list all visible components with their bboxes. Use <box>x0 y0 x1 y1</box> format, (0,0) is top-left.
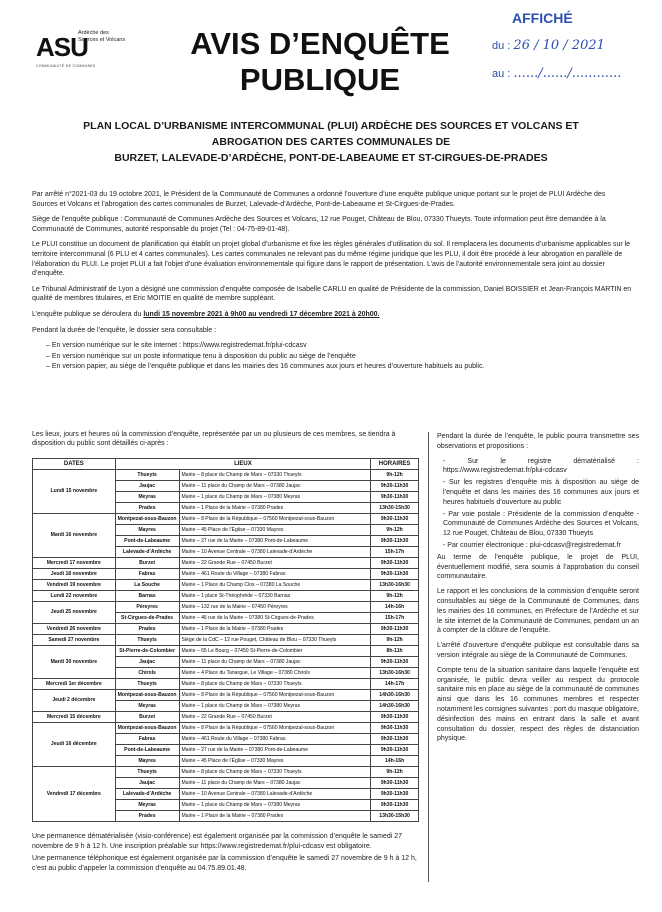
address-cell: Mairie – 461 Route du Village – 07380 Fabras <box>179 734 371 745</box>
commune-cell: Burzet <box>115 712 179 723</box>
address-cell: Mairie – 46 rue de la Mairie – 07380 St-Cirgues-de-Prades <box>179 613 371 624</box>
date-cell: Jeudi 2 décembre <box>33 690 116 712</box>
stamp-label: AFFICHÉ <box>512 10 573 26</box>
paragraph-observations: Pendant la durée de l’enquête, le public pourra transmettre ses observations et propositions : <box>437 433 639 450</box>
stamp-au-line <box>492 66 621 81</box>
stamp-au-value: ....../....../............ <box>513 66 622 81</box>
commune-cell: Lalevade-d’Ardèche <box>115 547 179 558</box>
commune-cell: Fabras <box>115 734 179 745</box>
commune-cell: Thueyts <box>115 767 179 778</box>
commune-cell: Meyras <box>115 492 179 503</box>
paragraph-dates <box>32 310 632 320</box>
paragraph-plui: Le PLUI constitue un document de planification qui établit un projet global d’urbanisme et fixe les règles générales d’utilisation du sol. Il remplacera les documents d’urbanisme applicables sur le territoire intercommunal (6 PLU et 4 cartes communales). Les cartes communales ne relevant pas du même régime juridique que les PLU, il doit être procédé à leur abrogation en parallèle de l’élaboration du PLUI. Le projet PLUI a fait l’objet d’une évaluation environnementale qui figure dans le rapport de présentation. L’avis de l’autorité environnementale sera joint au dossier d’enquête. <box>32 241 631 278</box>
address-cell: Mairie – 132 rue de la Mairie – 07450 Péreyres <box>179 602 371 613</box>
address-cell: Mairie – 461 Route du Village – 07380 Fabras <box>179 569 371 580</box>
address-cell: Mairie – 1 place du Champ de Mars – 07380 Meyras <box>179 800 371 811</box>
logo-subtitle: Ardèche des Sources et Volcans <box>78 30 126 43</box>
paragraph-visio: Une permanence dématérialisée (visio-conférence) est également organisée par la commission d’enquête le samedi 27 novembre de 9 h à 12 h. Une inscription préalable sur https://www.registredemat.fr/plui-cdcasv est obligatoire. <box>32 833 403 850</box>
commune-cell: Fabras <box>115 569 179 580</box>
address-cell: Mairie – 22 Grande Rue – 07450 Burzet <box>179 558 371 569</box>
hours-cell: 13h30-16h30 <box>371 668 419 679</box>
address-cell: Mairie – 27 rue de la Mairie – 07380 Pont-de-Labeaume <box>179 536 371 547</box>
table-row <box>33 712 419 723</box>
commune-cell: Burzet <box>115 558 179 569</box>
observation-item: - Sur les registres d’enquête mis à disposition au siège de l’enquête et dans les mairies des 16 communes aux jours et heures habituels d’ouverture au public <box>443 479 639 506</box>
commune-cell: Pont-de-Labeaume <box>115 536 179 547</box>
commune-cell: Prades <box>115 503 179 514</box>
consultation-item: – En version papier, au siège de l’enquête publique et dans les mairies des 16 communes aux jours et heures d’ouverture habituels au public. <box>46 362 632 372</box>
subtitle-line-1: PLAN LOCAL D’URBANISME INTERCOMMUNAL (PLUI) ARDÈCHE DES SOURCES ET VOLCANS ET <box>83 120 579 132</box>
hours-cell: 14h30-16h30 <box>371 690 419 701</box>
date-cell: Lundi 15 novembre <box>33 470 116 514</box>
table-row <box>33 470 419 481</box>
address-cell: Mairie – 1 Place de la Mairie – 07380 Prades <box>179 624 371 635</box>
logo-mark: ASU <box>36 32 88 62</box>
hours-cell: 9h30-11h30 <box>371 800 419 811</box>
date-cell: Samedi 27 novembre <box>33 635 116 646</box>
date-cell: Mardi 30 novembre <box>33 646 116 679</box>
paragraph-arrete: Par arrêté n°2021-03 du 19 octobre 2021, le Président de la Communauté de Communes a ordonné l’ouverture d’une enquête publique unique portant sur le projet de PLUI Ardèche des Sources et Volcans et l’abrogation des cartes communales de Burzet, Lalevade-d’Ardèche, Pont-de-Labeaume et St-Cirgues-de-Prades. <box>32 191 606 208</box>
paragraph-arrete-consultable: L’arrêté d’ouverture d’enquête publique est consultable dans sa version intégrale au siège de la Communauté de Communes. <box>437 642 639 659</box>
address-cell: Mairie – 1 place du Champ de Mars – 07380 Meyras <box>179 492 371 503</box>
hours-cell: 9h30-11h30 <box>371 624 419 635</box>
schedule-table <box>32 458 419 822</box>
hours-cell: 9h-12h <box>371 635 419 646</box>
commune-cell: Meyras <box>115 701 179 712</box>
address-cell: Mairie – 10 Avenue Centrale – 07380 Lalevade-d’Ardèche <box>179 547 371 558</box>
header-lieux: LIEUX <box>115 459 370 470</box>
hours-cell: 13h30-16h30 <box>371 580 419 591</box>
table-row <box>33 624 419 635</box>
commune-cell: Thueyts <box>115 470 179 481</box>
paragraph-rapport: Le rapport et les conclusions de la commission d’enquête seront consultables au siège de la Communauté de Communes, dans les mairies des 16 communes, en Préfecture de l’Ardèche et sur le site internet de la Communauté de Communes, pendant un an à compter de la clôture de l’enquête. <box>437 588 639 635</box>
paragraph-sanitaire: Compte tenu de la situation sanitaire dans laquelle l’enquête est organisée, le public devra veiller au respect du protocole sanitaire mis en place au siège de la communauté de communes ainsi que dans les 16 communes membres et respecter notamment les consignes suivantes : port du masque obligatoire, désinfection des mains en entrant dans la salle et avant consultation du dossier, respect des règles de distanciation physique. <box>437 666 639 743</box>
commune-cell: Montpezat-sous-Bauzon <box>115 723 179 734</box>
address-cell: Mairie – 11 place du Champ de Mars – 07380 Jaujac <box>179 481 371 492</box>
logo-slogan: COMMUNAUTÉ DE COMMUNES <box>36 64 96 68</box>
notice-title: AVIS D’ENQUÊTE PUBLIQUE <box>190 26 450 97</box>
paragraph-siege: Siège de l’enquête publique : Communauté de Communes Ardèche des Sources et Volcans, 12 rue Pouget, Château de Blou, 07330 Thueyts. Toute information peut être demandée à la Communauté de Communes, autorité responsable du projet (Tel : 04-75-89-01-48). <box>32 216 606 233</box>
address-cell: Siège de la CdC – 12 rue Pouget, Château de Blou – 07330 Thueyts <box>179 635 371 646</box>
consultation-list <box>32 341 632 372</box>
commune-cell: St-Pierre-de-Colombier <box>115 646 179 657</box>
hours-cell: 9h-12h <box>371 525 419 536</box>
extra-permanences <box>32 832 420 876</box>
observation-item: - Par voie postale : Présidente de la commission d’enquête - Communauté de Communes Ardèche des Sources et Volcans, 12 rue Pouget, Château de Blou, 07330 Thueyts <box>443 510 639 538</box>
date-cell: Vendredi 26 novembre <box>33 624 116 635</box>
hours-cell: 13h30-15h30 <box>371 811 419 822</box>
date-cell: Jeudi 25 novembre <box>33 602 116 624</box>
commune-cell: Pont-de-Labeaume <box>115 745 179 756</box>
address-cell: Mairie – 11 place du Champ de Mars – 07380 Jaujac <box>179 657 371 668</box>
header-dates: DATES <box>33 459 116 470</box>
notice-body <box>32 190 632 379</box>
notice-subtitle <box>20 118 642 166</box>
table-row <box>33 767 419 778</box>
dates-range: lundi 15 novembre 2021 à 9h00 au vendredi 17 décembre 2021 à 20h00. <box>143 310 380 318</box>
date-cell: Mercredi 15 décembre <box>33 712 116 723</box>
table-row <box>33 690 419 701</box>
date-cell: Lundi 22 novembre <box>33 591 116 602</box>
table-row <box>33 569 419 580</box>
commune-cell: St-Cirgues-de-Prades <box>115 613 179 624</box>
commune-cell: La Souche <box>115 580 179 591</box>
commune-cell: Jaujac <box>115 481 179 492</box>
commune-cell: Barnas <box>115 591 179 602</box>
table-row <box>33 723 419 734</box>
date-cell: Jeudi 18 novembre <box>33 569 116 580</box>
address-cell: Mairie – 1 Place du Champ Clos – 07380 La Souche <box>179 580 371 591</box>
hours-cell: 9h30-11h30 <box>371 734 419 745</box>
table-row <box>33 635 419 646</box>
date-cell: Mercredi 1er décembre <box>33 679 116 690</box>
hours-cell: 14h30-16h30 <box>371 701 419 712</box>
address-cell: Mairie – 65 Le Bourg – 07450 St-Pierre-de-Colombier <box>179 646 371 657</box>
paragraph-approbation: Au terme de l’enquête publique, le projet de PLUI, éventuellement modifié, sera soumis à l’approbation du conseil communautaire. <box>437 553 639 581</box>
table-row <box>33 558 419 569</box>
table-row <box>33 679 419 690</box>
commune-cell: Thueyts <box>115 635 179 646</box>
commune-cell: Prades <box>115 624 179 635</box>
hours-cell: 9h30-11h30 <box>371 778 419 789</box>
commune-cell: Montpezat-sous-Bauzon <box>115 514 179 525</box>
address-cell: Mairie – 10 Avenue Centrale – 07380 Lalevade-d’Ardèche <box>179 789 371 800</box>
commune-cell: Prades <box>115 811 179 822</box>
hours-cell: 9h30-11h30 <box>371 492 419 503</box>
hours-cell: 9h30-11h30 <box>371 723 419 734</box>
paragraph-commission: Le Tribunal Administratif de Lyon a désigné une commission d’enquête composée de Isabelle CARLU en qualité de Présidente de la commission, Daniel BOISSIER et Jean-François MARTIN en qualité de membres titulaires, et Eric MOITIE en qualité de membre suppléant. <box>32 285 632 303</box>
table-row <box>33 580 419 591</box>
date-cell: Mardi 16 novembre <box>33 514 116 558</box>
commune-cell: Mayres <box>115 525 179 536</box>
address-cell: Mairie – 8 place du Champ de Mars – 07330 Thueyts <box>179 767 371 778</box>
commune-cell: Montpezat-sous-Bauzon <box>115 690 179 701</box>
address-cell: Mairie – 1 Place de la Mairie – 07380 Prades <box>179 503 371 514</box>
commune-cell: Mayres <box>115 756 179 767</box>
address-cell: Mairie – 8 Place de la République – 07560 Montpezat-sous-Bauzon <box>179 690 371 701</box>
hours-cell: 9h-12h <box>371 470 419 481</box>
hours-cell: 9h30-11h30 <box>371 745 419 756</box>
hours-cell: 13h30-15h30 <box>371 503 419 514</box>
address-cell: Mairie – 8 Place de la République – 07560 Montpezat-sous-Bauzon <box>179 723 371 734</box>
paragraph-telephone: Une permanence téléphonique est également organisée par la commission d’enquête le samedi 27 novembre de 9 h à 12 h, c’est au public d’appeler la commission d’enquête au 04.75.89.01.48. <box>32 855 417 872</box>
address-cell: Mairie – 8 place du Champ de Mars – 07330 Thueyts <box>179 470 371 481</box>
paragraph-consultation: Pendant la durée de l’enquête, le dossier sera consultable : <box>32 326 217 334</box>
consultation-item: – En version numérique sur un poste informatique tenu à disposition du public au siège de l’enquête <box>46 352 632 362</box>
hours-cell: 9h30-11h30 <box>371 558 419 569</box>
observation-item: - Par courrier électronique : plui-cdcasv@registredemat.fr <box>443 541 621 549</box>
hours-cell: 9h30-11h30 <box>371 712 419 723</box>
commune-cell: Chirols <box>115 668 179 679</box>
stamp-du-line <box>492 38 605 53</box>
hours-cell: 15h-17h <box>371 613 419 624</box>
table-row <box>33 646 419 657</box>
commune-cell: Jaujac <box>115 657 179 668</box>
commune-cell: Meyras <box>115 800 179 811</box>
observation-item: - Sur le registre dématérialisé : https://www.registredemat.fr/plui-cdcasv <box>443 457 639 475</box>
hours-cell: 9h30-11h30 <box>371 481 419 492</box>
subtitle-line-3: BURZET, LALEVADE-D’ARDÈCHE, PONT-DE-LABEAUME ET ST-CIRGUES-DE-PRADES <box>114 152 548 164</box>
asv-logo <box>36 28 128 72</box>
hours-cell: 14h-16h <box>371 602 419 613</box>
table-row <box>33 591 419 602</box>
address-cell: Mairie – 8 Place de la République – 07560 Montpezat-sous-Bauzon <box>179 514 371 525</box>
date-cell: Mercredi 17 novembre <box>33 558 116 569</box>
table-row <box>33 602 419 613</box>
table-header-row <box>33 459 419 470</box>
address-cell: Mairie – 45 Place de l’Église – 07330 Mayres <box>179 525 371 536</box>
address-cell: Mairie – 27 rue de la Mairie – 07380 Pont-de-Labeaume <box>179 745 371 756</box>
address-cell: Mairie – 45 Place de l’Église – 07330 Mayres <box>179 756 371 767</box>
stamp-au-label: au : <box>492 68 511 80</box>
hours-cell: 9h-12h <box>371 767 419 778</box>
date-cell: Vendredi 17 décembre <box>33 767 116 822</box>
schedule-body <box>33 470 419 822</box>
address-cell: Mairie – 8 place du Champ de Mars – 07330 Thueyts <box>179 679 371 690</box>
hours-cell: 9h30-11h30 <box>371 569 419 580</box>
address-cell: Mairie – 1 place St-Théophrède – 07330 Barnas <box>179 591 371 602</box>
stamp-du-label: du : <box>492 40 511 52</box>
hours-cell: 14h-16h <box>371 756 419 767</box>
commune-cell: Jaujac <box>115 778 179 789</box>
hours-cell: 9h30-11h30 <box>371 789 419 800</box>
hours-cell: 9h30-11h30 <box>371 514 419 525</box>
address-cell: Mairie – 1 Place de la Mairie – 07380 Prades <box>179 811 371 822</box>
consultation-item: – En version numérique sur le site internet : https://www.registredemat.fr/plui-cdcasv <box>46 341 632 351</box>
address-cell: Mairie – 22 Grande Rue – 07450 Burzet <box>179 712 371 723</box>
hours-cell: 9h-12h <box>371 591 419 602</box>
stamp-du-value: 26 / 10 / 2021 <box>513 38 605 53</box>
commune-cell: Thueyts <box>115 679 179 690</box>
address-cell: Mairie – 1 place du Champ de Mars – 07380 Meyras <box>179 701 371 712</box>
schedule-intro: Les lieux, jours et heures où la commission d’enquête, représentée par un ou plusieurs de ces membres, se tiendra à disposition du public sont détaillés ci-après : <box>32 431 396 447</box>
commune-cell: Péreyres <box>115 602 179 613</box>
date-cell: Vendredi 19 novembre <box>33 580 116 591</box>
hours-cell: 9h30-11h30 <box>371 536 419 547</box>
header-horaires: HORAIRES <box>371 459 419 470</box>
date-cell: Jeudi 16 décembre <box>33 723 116 767</box>
commune-cell: Lalevade-d’Ardèche <box>115 789 179 800</box>
hours-cell: 14h-17h <box>371 679 419 690</box>
subtitle-line-2: ABROGATION DES CARTES COMMUNALES DE <box>211 136 451 148</box>
table-row <box>33 514 419 525</box>
hours-cell: 15h-17h <box>371 547 419 558</box>
dates-prefix: L’enquête publique se déroulera du <box>32 310 144 318</box>
hours-cell: 9h30-11h30 <box>371 657 419 668</box>
address-cell: Mairie – 11 place du Champ de Mars – 07380 Jaujac <box>179 778 371 789</box>
right-column <box>428 432 639 882</box>
hours-cell: 8h-11h <box>371 646 419 657</box>
address-cell: Mairie – 4 Place du Tanargue, Le Village – 07380 Chirols <box>179 668 371 679</box>
